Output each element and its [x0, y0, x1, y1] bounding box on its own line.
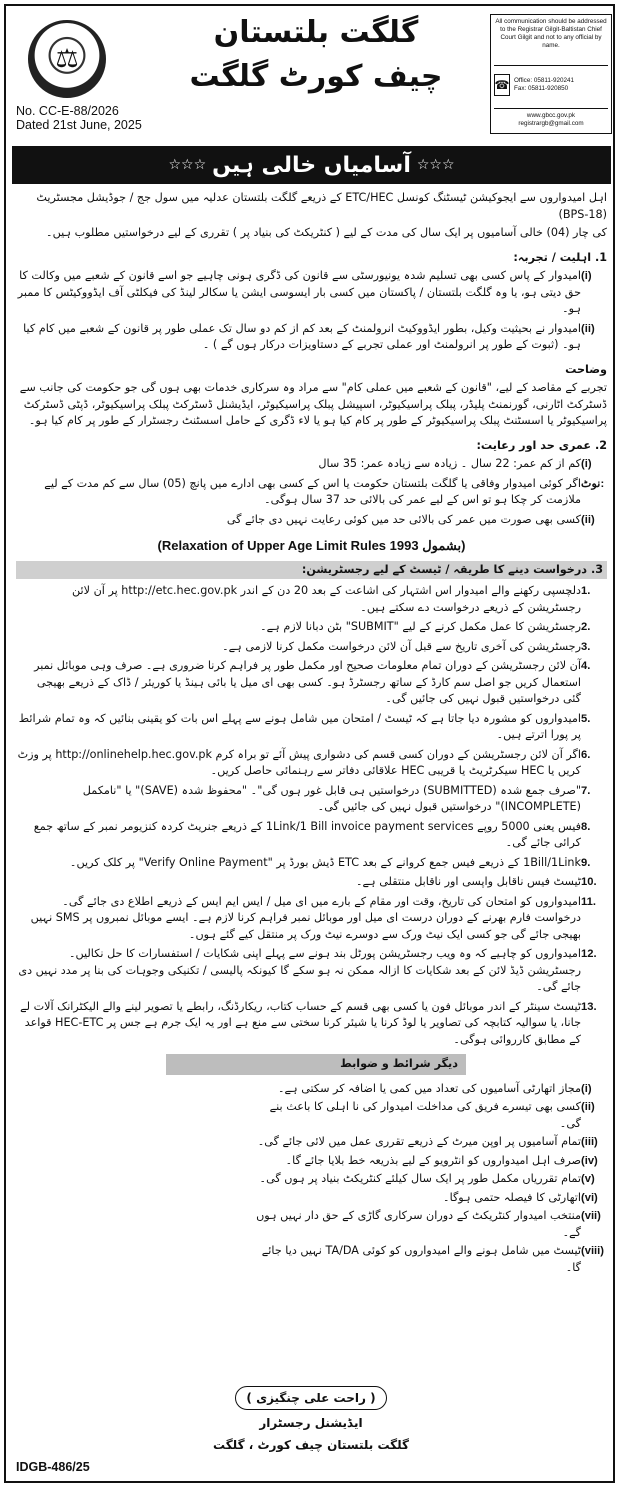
section-3-item-text: امیدواروں کو مشورہ دیا جاتا ہے کہ ٹیسٹ / امتحان میں شامل ہونے سے پہلے اس بات کو یقینی بنائیں کہ وہ تمام شرائط پر پورا اترتے ہیں۔	[18, 711, 581, 741]
section-1-item	[16, 321, 607, 354]
section-3-item-number: 5.	[581, 712, 591, 725]
section-3-heading-text: 3. درخواست دینے کا طریقہ / ٹیسٹ کے لیے رجسٹریشن:	[301, 562, 603, 576]
title-line-2: چیف کورٹ گلگت	[189, 59, 443, 94]
terms-item	[247, 1190, 607, 1207]
section-3-item-text: دلچسپی رکھنے والے امیدوار اس اشتہار کی اشاعت کے بعد 20 دن کے اندر http://etc.hec.gov.pk پر آن لائن رجسٹریشن کے ذریعے درخواست دے سکتے ہیں۔	[72, 584, 581, 614]
section-1-item-number: (i)	[581, 270, 592, 282]
terms-item	[247, 1153, 607, 1170]
terms-item-number: (i)	[581, 1082, 592, 1095]
section-3-list	[16, 583, 607, 1048]
section-3-heading	[16, 561, 607, 580]
terms-heading: دیگر شرائط و ضوابط	[166, 1054, 466, 1075]
terms-item-text: صرف اہل امیدواروں کو انٹرویو کے لیے بذریعہ خط بلایا جائے گا۔	[285, 1153, 581, 1167]
terms-item-number: (iv)	[581, 1154, 598, 1167]
section-3-item-number: 7.	[581, 784, 591, 797]
advertisement-body	[16, 190, 607, 1278]
terms-item-number: (vi)	[581, 1191, 598, 1204]
intro-line-2: کی چار (04) خالی آسامیوں پر ایک سال کی مدت کے لیے ( کنٹریکٹ کی بنیاد پر ) تقرری کے لیے درخواستیں مطلوب ہیں۔	[46, 226, 607, 239]
section-3-item-number: 4.	[581, 660, 591, 672]
section-3-item-number: 9.	[581, 856, 591, 869]
section-1-item-text: امیدوار نے بحیثیت وکیل، بطور ایڈووکیٹ انرولمنٹ کے بعد کم از کم دو سال تک عملی طور پر قانون کے شعبے میں کام کیا ہو۔ (ثبوت کے طور پر انرولمنٹ اور عملی تجربے کے دستاویزات درکار ہوں گے ) ۔	[23, 321, 581, 351]
advertisement-page	[4, 4, 615, 1483]
signature-block	[206, 1386, 416, 1456]
section-3-item-number: 6.	[581, 748, 591, 761]
terms-item	[247, 1171, 607, 1188]
section-1-item-number: (ii)	[581, 322, 595, 335]
section-3-item-number: 12.	[581, 948, 597, 960]
section-3-item	[16, 583, 607, 616]
banner-stars-left: ☆☆☆	[168, 157, 207, 173]
section-3-item-text: ٹیسٹ سینٹر کے اندر موبائل فون یا کسی بھی قسم کے حساب کتاب، ریکارڈنگ، رابطے یا تصویر لینے والے الیکٹرانک آلات لے جانا، یا سوالیہ کتابچہ کی تصاویر یا لوڈ کرنا یا شیئر کرنا سختی سے منع ہے اور یہ ایک جرم ہے جس پر HEC-ETC قواعد کے مطابق کارروائی ہوگی۔	[20, 999, 581, 1046]
section-3-item	[16, 711, 607, 744]
section-3-item-text: "صرف جمع شدہ (SUBMITTED) درخواستیں ہی قابل غور ہوں گی"۔ "محفوظ شدہ (SAVE)" یا "نامکمل (INCOMPLETE)" درخواستیں قبول نہیں کی جائیں گی۔	[82, 783, 581, 813]
title-line-1: گلگت بلتستان	[213, 15, 419, 50]
website: www.gbcc.gov.pk	[526, 112, 576, 119]
terms-item-number: (iii)	[581, 1136, 598, 1148]
section-3-item-number: 10.	[581, 876, 597, 888]
office-phone: Office: 05811-920241	[514, 77, 574, 84]
terms-item-text: مجاز اتھارٹی آسامیوں کی تعداد میں کمی یا اضافہ کر سکتی ہے۔	[277, 1081, 581, 1095]
section-3-item	[16, 894, 607, 944]
section-2-item	[16, 476, 607, 509]
terms-item-number: (ii)	[581, 1101, 595, 1113]
section-3-item-text: رجسٹریشن کی آخری تاریخ سے قبل آن لائن درخواست مکمل کرنا لازمی ہے۔	[222, 639, 581, 653]
contact-infobox	[490, 14, 612, 134]
section-2-item-text: کسی بھی صورت میں عمر کی بالائی حد میں کوئی رعایت نہیں دی جائے گی	[226, 512, 581, 526]
phone-block	[494, 74, 608, 96]
signatory-name: ( راحت علی چنگیزی )	[235, 1386, 386, 1410]
section-3-item-text: امیدواروں کو چاہیے کہ وہ ویب رجسٹریشن پورٹل بند ہونے سے پہلے اپنی شکایات / استفسارات کا حل نکالیں۔ رجسٹریشن ڈیڈ لائن کے بعد شکایات کا ازالہ ممکن نہ ہو سکے گا کیونکہ پالیسی / تکنیکی وجوہات کی بنا پر مدد نہیں دی جائے گی۔	[18, 947, 581, 993]
intro-line-1: اہل امیدواروں سے ایجوکیشن ٹیسٹنگ کونسل ETC/HEC کے ذریعے گلگت بلتستان عدلیہ میں سول جج / جوڈیشل مجسٹریٹ (BPS-18)	[36, 191, 607, 221]
section-2-item-number: (ii)	[581, 513, 595, 526]
section-3-item-text: رجسٹریشن کا عمل مکمل کرنے کے لیے "SUBMIT" بٹن دبانا لازم ہے۔	[260, 620, 581, 633]
terms-item-number: (vii)	[581, 1210, 601, 1222]
section-3-item	[16, 747, 607, 780]
terms-item-text: تمام آسامیوں پر اوپن میرٹ کے ذریعے تقرری عمل میں لائی جائے گی۔	[257, 1135, 581, 1148]
terms-item-text: منتخب امیدوار کنٹریکٹ کے دوران سرکاری گاڑی کے حق دار نہیں ہوں گے۔	[256, 1209, 581, 1239]
terms-list	[247, 1081, 607, 1277]
section-3-item	[16, 619, 607, 636]
section-3-item-number: 2.	[581, 621, 591, 633]
court-title	[156, 12, 476, 100]
web-block	[494, 108, 608, 128]
telephone-icon: ☎	[494, 74, 510, 96]
section-3-item-text: آن لائن رجسٹریشن کے دوران تمام معلومات صحیح اور مکمل طور پر فراہم کرنا ضروری ہے۔ صرف وہی موبائل نمبر استعمال کریں جو اصل سم کارڈ کے ساتھ رجسٹرڈ ہو۔ کسی بھی ای میل یا بائی ہینڈ یا کوریئر / ڈاک کے ذریعے بھیجی گئی درخواستیں قبول نہیں کی جائیں گی۔	[34, 659, 581, 705]
section-2-item	[16, 456, 607, 473]
idgb-number: IDGB-486/25	[16, 1460, 90, 1474]
section-1-list	[16, 268, 607, 354]
email: registrargb@gmail.com	[518, 120, 584, 127]
section-1-item	[16, 268, 607, 318]
terms-item	[247, 1134, 607, 1151]
reference-number: No. CC-E-88/2026	[16, 104, 119, 118]
section-2-item-number: (i)	[581, 458, 592, 470]
fax-number: Fax: 05811-920850	[514, 85, 569, 92]
section-3-item-number: 13.	[581, 1000, 597, 1013]
reference-block	[16, 104, 142, 132]
section-3-item-text: 1Bill/1Link کے ذریعے فیس جمع کروانے کے بعد ETC ڈیش بورڈ پر "Verify Online Payment" پر کلک کریں۔	[69, 855, 581, 869]
banner-stars-right: ☆☆☆	[416, 157, 455, 173]
section-1-item-text: امیدوار کے پاس کسی بھی تسلیم شدہ یونیورسٹی سے قانون کی ڈگری ہونی چاہیے جو اسے قانون کے شعبے میں وکالت کا حق دیتی ہو، یا وہ گلگت بلتستان / پاکستان میں کسی بار ایسوسی ایشن یا سکالر لینڈ کی فیکلٹی آف ایڈووکیٹس کا ممبر ہو۔	[17, 269, 581, 315]
section-3-item	[16, 819, 607, 852]
banner-title: آسامیاں خالی ہیں	[212, 152, 411, 178]
terms-item-text: کسی بھی تیسرے فریق کی مداخلت امیدوار کی نا اہلی کا باعث بنے گی۔	[269, 1100, 581, 1130]
signatory-office: گلگت بلتستان چیف کورٹ ، گلگت	[212, 1438, 410, 1452]
vacancies-banner	[12, 146, 611, 184]
terms-item-text: تمام تقرریاں مکمل طور پر ایک سال کیلئے کنٹریکٹ بنیاد پر ہوں گی۔	[259, 1172, 581, 1185]
section-2-heading: 2. عمری حد اور رعایت:	[476, 438, 607, 452]
terms-item-number: (v)	[581, 1173, 595, 1185]
terms-item	[247, 1208, 607, 1241]
date-line: Dated 21st June, 2025	[16, 118, 142, 132]
section-2-list	[16, 456, 607, 528]
section-3-item-text: فیس یعنی 5000 روپے 1Link/1 Bill invoice payment services کے ذریعے جنریٹ کردہ کنزیومر نمبر کے ساتھ جمع کرائی جائے گی۔	[33, 819, 581, 849]
section-3-item-text: اگر آن لائن رجسٹریشن کے دوران کسی قسم کی دشواری پیش آئے تو براہ کرم http://onlinehelp.hec.gov.pk پر وزٹ کریں یا HEC سیکرٹریٹ یا قریبی HEC علاقائی دفاتر سے رہنمائی حاصل کریں۔	[17, 747, 581, 777]
section-2-item-text: اگر کوئی امیدوار وفاقی یا گلگت بلتستان حکومت یا اس کے کسی بھی ادارے میں پانچ (05) سال سے کم مدت کے لیے ملازمت کر چکا ہو تو اس کے لیے عمر کی بالائی حد 37 سال ہوگی۔	[44, 476, 581, 506]
section-3-item-number: 8.	[581, 820, 591, 833]
section-3-item	[16, 874, 607, 891]
wazahat-heading: وضاحت	[565, 362, 607, 376]
section-3-item	[16, 999, 607, 1049]
court-emblem-icon: ⚖	[28, 20, 106, 98]
header	[6, 6, 613, 138]
section-3-item-text: ٹیسٹ فیس ناقابل واپسی اور ناقابل منتقلی ہے۔	[355, 875, 581, 888]
section-2-item-number: نوٹ:	[581, 477, 605, 490]
section-1-heading: 1. اہلیت / تجربہ:	[513, 250, 607, 264]
section-3-item	[16, 639, 607, 656]
section-2-item	[16, 512, 607, 529]
terms-item-number: (viii)	[581, 1245, 604, 1257]
section-3-item-number: 3.	[581, 640, 591, 653]
section-3-item	[16, 783, 607, 816]
terms-item-text: اتھارٹی کا فیصلہ حتمی ہوگا۔	[443, 1190, 581, 1204]
terms-item-text: ٹیسٹ میں شامل ہونے والے امیدواروں کو کوئی TA/DA نہیں دیا جائے گا۔	[261, 1244, 581, 1274]
section-3-item	[16, 946, 607, 996]
terms-item	[247, 1081, 607, 1098]
section-3-item-number: 11.	[581, 895, 596, 908]
terms-item	[247, 1243, 607, 1276]
section-3-item-number: 1.	[581, 585, 591, 597]
section-3-item-text: امیدواروں کو امتحان کی تاریخ، وقت اور مقام کے بارے میں ای میل / ایس ایم ایس کے ذریعے اطلاع دی جائے گی۔ درخواست فارم بھرنے کے دوران درست ای میل اور موبائل نمبر فراہم کرنا لازم ہے۔ ایسے موبائل نمبروں پر SMS نہیں بھیجی جائے گی جو کسی ایک نیٹ ورک سے دوسرے نیٹ ورک پر منتقل کیے گئے ہوں۔	[30, 894, 581, 941]
section-2-item-text: کم از کم عمر: 22 سال ۔ زیادہ سے زیادہ عمر: 35 سال	[318, 457, 581, 470]
relaxation-rules: (Relaxation of Upper Age Limit Rules 1993 بشمول)	[157, 538, 466, 553]
section-3-item	[16, 855, 607, 872]
communication-note: All communication should be addressed to the Registrar Gilgit-Baltistan Chief Court Gilgit and not to any official by name.	[494, 18, 608, 66]
signatory-designation: ایڈیشنل رجسٹرار	[259, 1416, 363, 1430]
section-3-item	[16, 658, 607, 708]
terms-item	[247, 1099, 607, 1132]
wazahat-text: تجربے کے مقاصد کے لیے، "قانون کے شعبے میں عملی کام" سے مراد وہ سرکاری خدمات بھی ہوں گی جو حکومت کی جانب سے ڈسٹرکٹ اٹارنی، گورنمنٹ پلیڈر، پبلک پراسیکیوٹر، اسپیشل پبلک پراسیکیوٹر، ایڈیشنل ڈسٹرکٹ پبلک پراسیکیوٹر، ڈپٹی ڈسٹرکٹ پراسیکیوٹر یا اسسٹنٹ پبلک پراسیکیوٹر کے طور پر کام کیا ہو یا لاء ڈگری کے حامل اسسٹنٹ رجسٹرار کے طور پر کام کیا ہو۔	[19, 381, 607, 427]
